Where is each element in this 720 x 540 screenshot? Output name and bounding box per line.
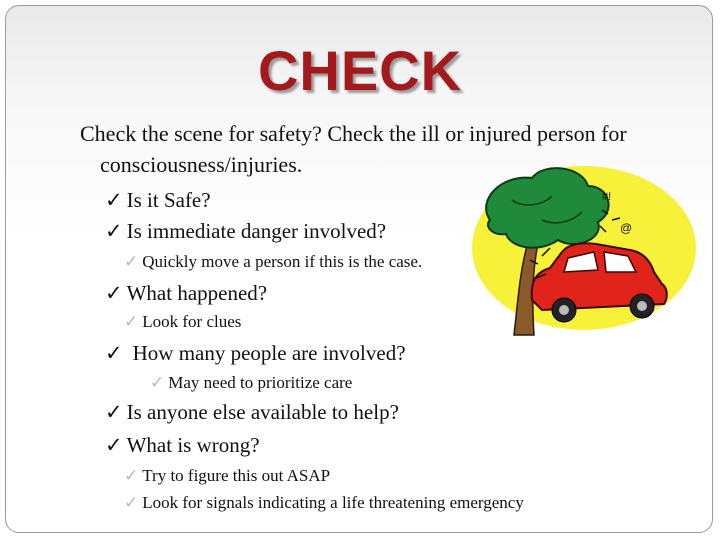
- checkmark-icon: ✓: [105, 400, 123, 424]
- list-item: ✓ May need to prioritize care: [150, 373, 353, 392]
- checkmark-icon: ✓: [105, 433, 123, 457]
- list-item: ✓ Is it Safe?: [105, 188, 211, 212]
- list-item: ✓ Try to figure this out ASAP: [124, 466, 331, 485]
- list-item: ✓ Is anyone else available to help?: [105, 400, 399, 424]
- list-item: ✓ Look for signals indicating a life threatening emergency: [124, 493, 524, 512]
- checkmark-icon: ✓: [124, 312, 139, 331]
- list-item: ✓ How many people are involved?: [105, 341, 406, 365]
- checkmark-icon: ✓: [150, 373, 165, 392]
- svg-text:#!: #!: [602, 191, 612, 203]
- list-item: ✓ What is wrong?: [105, 433, 260, 457]
- checkmark-icon: ✓: [105, 341, 123, 365]
- checkmark-icon: ✓: [124, 493, 139, 512]
- slide-title: CHECK: [257, 39, 463, 102]
- list-item: ✓ Is immediate danger involved?: [105, 219, 387, 243]
- checkmark-icon: ✓: [124, 466, 139, 485]
- list-item: ✓ Quickly move a person if this is the case.: [124, 252, 423, 271]
- svg-text:@: @: [620, 221, 633, 235]
- checkmark-icon: ✓: [105, 281, 123, 305]
- car-crash-illustration: [472, 160, 702, 340]
- checkmark-icon: ✓: [124, 252, 139, 271]
- list-item: ✓ Look for clues: [124, 312, 242, 331]
- intro-text: Check the scene for safety? Check the ill or injured person for consciousness/injuries.: [80, 121, 627, 177]
- list-item: ✓ What happened?: [105, 281, 268, 305]
- checkmark-icon: ✓: [105, 219, 123, 243]
- checkmark-icon: ✓: [105, 188, 123, 212]
